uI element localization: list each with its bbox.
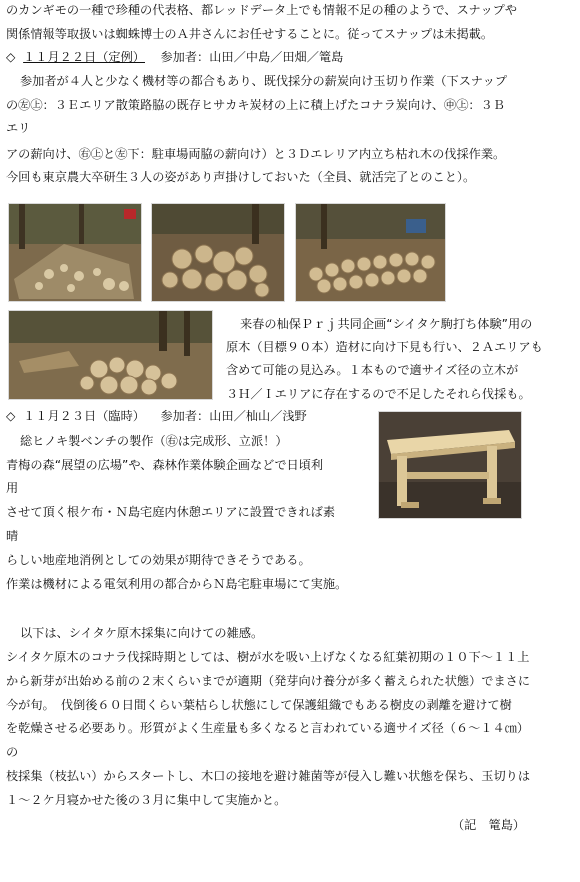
side-text-line: ３Ｈ／Ｉエリアに存在するので不足したそれら伐採も。 bbox=[226, 387, 531, 401]
notes-line: シイタケ原木のコナラ伐採時期としては、樹が水を吸い上げなくなる紅葉初期の１０下～１１上 bbox=[6, 650, 530, 664]
intro-line-1: のカンギモの一種で珍種の代表格、都レッドデータ上でも情報不足の種のようで、スナップや bbox=[6, 3, 518, 17]
section-heading-nov22 bbox=[6, 51, 343, 63]
paragraph-line: 用 bbox=[6, 481, 19, 495]
firewood-pile-photo bbox=[8, 203, 142, 302]
paragraph-line: アの薪向け、㊨㊤と㊧下：駐車場両脇の薪向け）と３Ｄエレリア内立ち枯れ木の伐採作業。 bbox=[6, 147, 506, 161]
paragraph-line: 青梅の森“展望の広場”や、森林作業体験企画などで日頃利 bbox=[6, 458, 324, 472]
paragraph-line: 作業は機材による電気利用の都合からＮ島宅駐車場にて実施。 bbox=[6, 577, 348, 591]
participants: 参加者：山田／杣山／浅野 bbox=[160, 409, 307, 423]
notes-line: 今が旬。 伐倒後６０日間くらい葉枯らし状態にして保護組織でもある樹皮の剥離を避けて樹 bbox=[6, 698, 512, 712]
cut-logs-photo bbox=[151, 203, 285, 302]
diamond-bullet: ◇ bbox=[6, 50, 16, 64]
diamond-bullet: ◇ bbox=[6, 409, 16, 423]
paragraph-line: 総ヒノキ製ベンチの製作（㊨は完成形、立派！） bbox=[20, 434, 288, 448]
paragraph-line: エリ bbox=[6, 121, 31, 135]
notes-line: を乾燥させる必要あり。形質がよく生産量も多くなると言われている適サイズ径（６～１４㎝） bbox=[6, 721, 530, 735]
section-date: １１月２３日（臨時） bbox=[23, 409, 145, 423]
side-text-line: 来春の杣保Ｐｒｊ共同企画“シイタケ駒打ち体験”用の bbox=[240, 317, 533, 331]
notes-line: 以下は、シイタケ原木採集に向けての雑感。 bbox=[20, 626, 264, 640]
wooden-bench-photo bbox=[378, 411, 522, 519]
notes-line: から新芽が出始める前の２末くらいまでが適期（発芽向け養分が多く蓄えられた状態）でまさに bbox=[6, 674, 531, 688]
notes-line: の bbox=[6, 745, 19, 759]
notes-line: 枝採集（枝払い）からスタートし、木口の接地を避け雑菌等が侵入し難い状態を保ち、玉切りは bbox=[6, 769, 531, 783]
notes-line: １～２ケ月寝かせた後の３月に集中して実施かと。 bbox=[6, 793, 287, 807]
section-heading-nov23 bbox=[6, 410, 307, 422]
participants: 参加者：山田／中島／田畑／篭島 bbox=[160, 50, 344, 64]
paragraph-line: らしい地産地消例としての効果が期待できそうである。 bbox=[6, 553, 311, 567]
signature: （記 篭島） bbox=[452, 818, 526, 832]
paragraph-line: 今回も東京農大卒研生３人の姿があり声掛けしておいた（全員、就活完了とのこと）。 bbox=[6, 170, 476, 184]
intro-line-2: 関係情報等取扱いは蜘蛛博士のＡ井さんにお任せすることに。従ってスナップは未掲載。 bbox=[6, 27, 494, 41]
paragraph-line: 参加者が４人と少なく機材等の都合もあり、既伐採分の薪炭向け玉切り作業（下スナップ bbox=[20, 74, 508, 88]
parking-firewood-photo bbox=[8, 310, 213, 400]
side-text-line: 含めて可能の見込み。１本もので適サイズ径の立木が bbox=[226, 363, 519, 377]
paragraph-line: の㊧㊤：３Ｅエリア散策路脇の既存ヒサカキ炭材の上に積上げたコナラ炭向け、㊥㊤：３Ｂ bbox=[6, 98, 505, 112]
side-text-line: 原木（目標９０本）造材に向け下見も行い、２Ａエリアも bbox=[226, 340, 543, 354]
paragraph-line: 晴 bbox=[6, 529, 19, 543]
paragraph-line: させて頂く根ケ布・Ｎ島宅庭内休憩エリアに設置できれば素 bbox=[6, 505, 336, 519]
log-stack-photo bbox=[295, 203, 446, 302]
section-date: １１月２２日（定例） bbox=[23, 50, 145, 64]
